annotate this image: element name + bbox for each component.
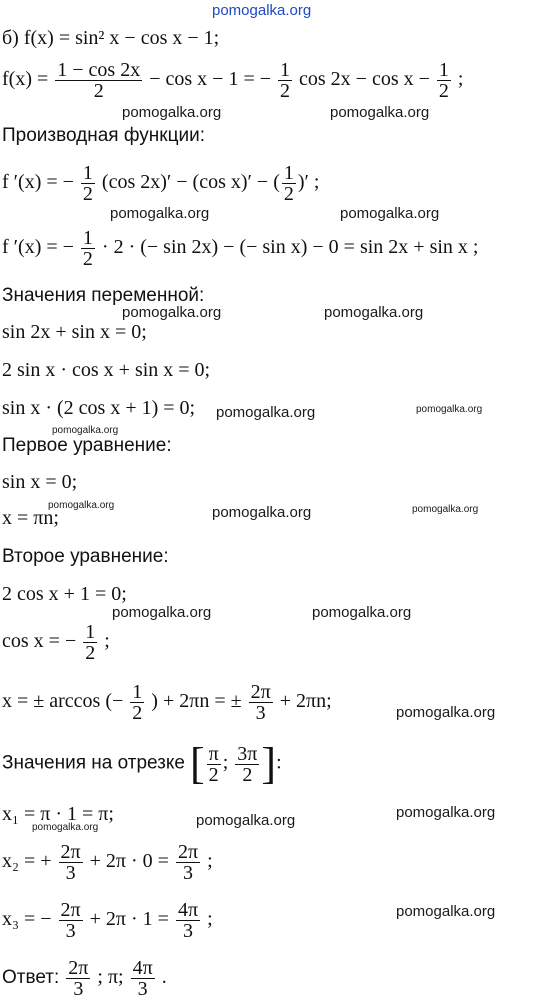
heading-derivative: Производная функции: bbox=[2, 125, 205, 146]
line-transform bbox=[2, 60, 463, 101]
line-function: б) f(x) = sin² x − cos x − 1; bbox=[2, 27, 220, 49]
line-sin-zero: sin x = 0; bbox=[2, 471, 78, 493]
fraction: $\frac{1}{2}$ bbox=[132, 681, 143, 724]
watermark: pomogalka.org bbox=[112, 604, 212, 621]
text: ) + 2πn = ± bbox=[151, 690, 242, 713]
text: f ′(x) = − bbox=[2, 236, 74, 259]
watermark: pomogalka.org bbox=[396, 804, 496, 821]
fraction: $\frac{1}{2}$ bbox=[85, 621, 96, 664]
fraction: $\frac{1}{2}$ bbox=[82, 227, 93, 270]
watermark: pomogalka.org bbox=[122, 304, 222, 321]
watermark: pomogalka.org bbox=[48, 500, 115, 511]
fraction: $\frac{2\pi}{3}$ bbox=[60, 841, 81, 884]
text: : bbox=[276, 751, 282, 774]
text: · 2 · (− sin 2x) − (− sin x) − 0 = sin 2x + sin x ; bbox=[101, 236, 479, 259]
text: ; π; bbox=[97, 966, 124, 989]
text: f(x) = bbox=[2, 68, 49, 91]
fraction: $\frac{3\pi}{2}$ bbox=[237, 742, 258, 786]
heading-second-eq: Второе уравнение: bbox=[2, 546, 169, 567]
watermark: pomogalka.org bbox=[212, 504, 312, 521]
text: + 2π · 0 = bbox=[89, 850, 169, 873]
heading-values: Значения переменной: bbox=[2, 285, 205, 306]
watermark: pomogalka.org bbox=[396, 903, 496, 920]
line-interval: Значения на отрезке [ $\frac{\pi}{2}$ ; $\frac{3\pi}{2}$ ]: bbox=[2, 739, 282, 788]
answer-label: Ответ: bbox=[2, 967, 60, 989]
line-x2 bbox=[2, 842, 213, 883]
watermark: pomogalka.org bbox=[216, 404, 316, 421]
text: + 2π · 1 = bbox=[89, 908, 169, 931]
text: x₂ = + bbox=[2, 850, 52, 873]
watermark: pomogalka.org bbox=[196, 812, 296, 829]
watermark: pomogalka.org bbox=[416, 404, 483, 415]
text: + 2πn; bbox=[279, 690, 332, 713]
fraction: $\frac{2\pi}{3}$ bbox=[250, 681, 271, 724]
fraction: $\frac{1 - \cos 2x}{2}$ bbox=[57, 59, 141, 102]
fraction: $\frac{1}{2}$ bbox=[283, 162, 294, 205]
text: cos 2x − cos x − bbox=[299, 68, 430, 91]
watermark: pomogalka.org bbox=[110, 205, 210, 222]
text: ; bbox=[104, 630, 110, 653]
watermark: pomogalka.org bbox=[396, 704, 496, 721]
fraction: $\frac{1}{2}$ bbox=[280, 59, 290, 102]
fraction: $\frac{\pi}{2}$ bbox=[208, 742, 219, 786]
text: x₃ = − bbox=[2, 908, 52, 931]
watermark: pomogalka.org bbox=[324, 304, 424, 321]
line-x-pin: x = πn; bbox=[2, 507, 59, 529]
text: ; bbox=[207, 908, 213, 931]
text: cos x = − bbox=[2, 630, 77, 653]
line-cos-eq: 2 cos x + 1 = 0; bbox=[2, 583, 127, 605]
line-derivative-2 bbox=[2, 228, 478, 269]
watermark-top: pomogalka.org bbox=[212, 2, 312, 19]
watermark: pomogalka.org bbox=[340, 205, 440, 222]
text: f ′(x) = − bbox=[2, 171, 74, 194]
fraction: $\frac{4\pi}{3}$ bbox=[177, 899, 199, 942]
fraction: $\frac{2\pi}{3}$ bbox=[68, 957, 89, 1000]
text: x = ± arccos (− bbox=[2, 690, 124, 713]
watermark: pomogalka.org bbox=[122, 104, 222, 121]
text: − cos x − 1 = − bbox=[149, 68, 271, 91]
line-answer bbox=[2, 958, 167, 999]
text: Значения на отрезке bbox=[2, 752, 185, 774]
watermark: pomogalka.org bbox=[412, 504, 479, 515]
fraction: $\frac{4\pi}{3}$ bbox=[132, 957, 153, 1000]
line-x3 bbox=[2, 900, 213, 941]
watermark: pomogalka.org bbox=[330, 104, 430, 121]
line-derivative-1: f ′(x) = − $\frac{1}{2}$ (cos 2x)′ − (cos x)′ − ( $\frac{1}{2}$ )′ ; bbox=[2, 162, 320, 205]
text: ′ ; bbox=[304, 171, 320, 194]
text: ; bbox=[457, 68, 464, 91]
line-eq-2: 2 sin x · cos x + sin x = 0; bbox=[2, 359, 211, 381]
text: ; bbox=[207, 850, 213, 873]
fraction: $\frac{2\pi}{3}$ bbox=[177, 841, 199, 884]
text: (cos 2x)′ − (cos x)′ − bbox=[101, 171, 269, 194]
fraction: $\frac{1}{2}$ bbox=[82, 162, 93, 205]
heading-first-eq: Первое уравнение: bbox=[2, 435, 172, 456]
watermark: pomogalka.org bbox=[312, 604, 412, 621]
line-x1: x₁ = π · 1 = π; bbox=[2, 803, 114, 825]
line-arccos bbox=[2, 682, 332, 723]
fraction: $\frac{1}{2}$ bbox=[438, 59, 449, 102]
line-cos-value bbox=[2, 622, 110, 663]
watermark: pomogalka.org bbox=[32, 822, 99, 833]
line-eq-1: sin 2x + sin x = 0; bbox=[2, 321, 147, 343]
fraction: $\frac{2\pi}{3}$ bbox=[60, 899, 81, 942]
text: ; bbox=[222, 751, 229, 774]
text: . bbox=[161, 966, 167, 989]
line-eq-3: sin x · (2 cos x + 1) = 0; bbox=[2, 397, 196, 419]
watermark: pomogalka.org bbox=[52, 425, 119, 436]
